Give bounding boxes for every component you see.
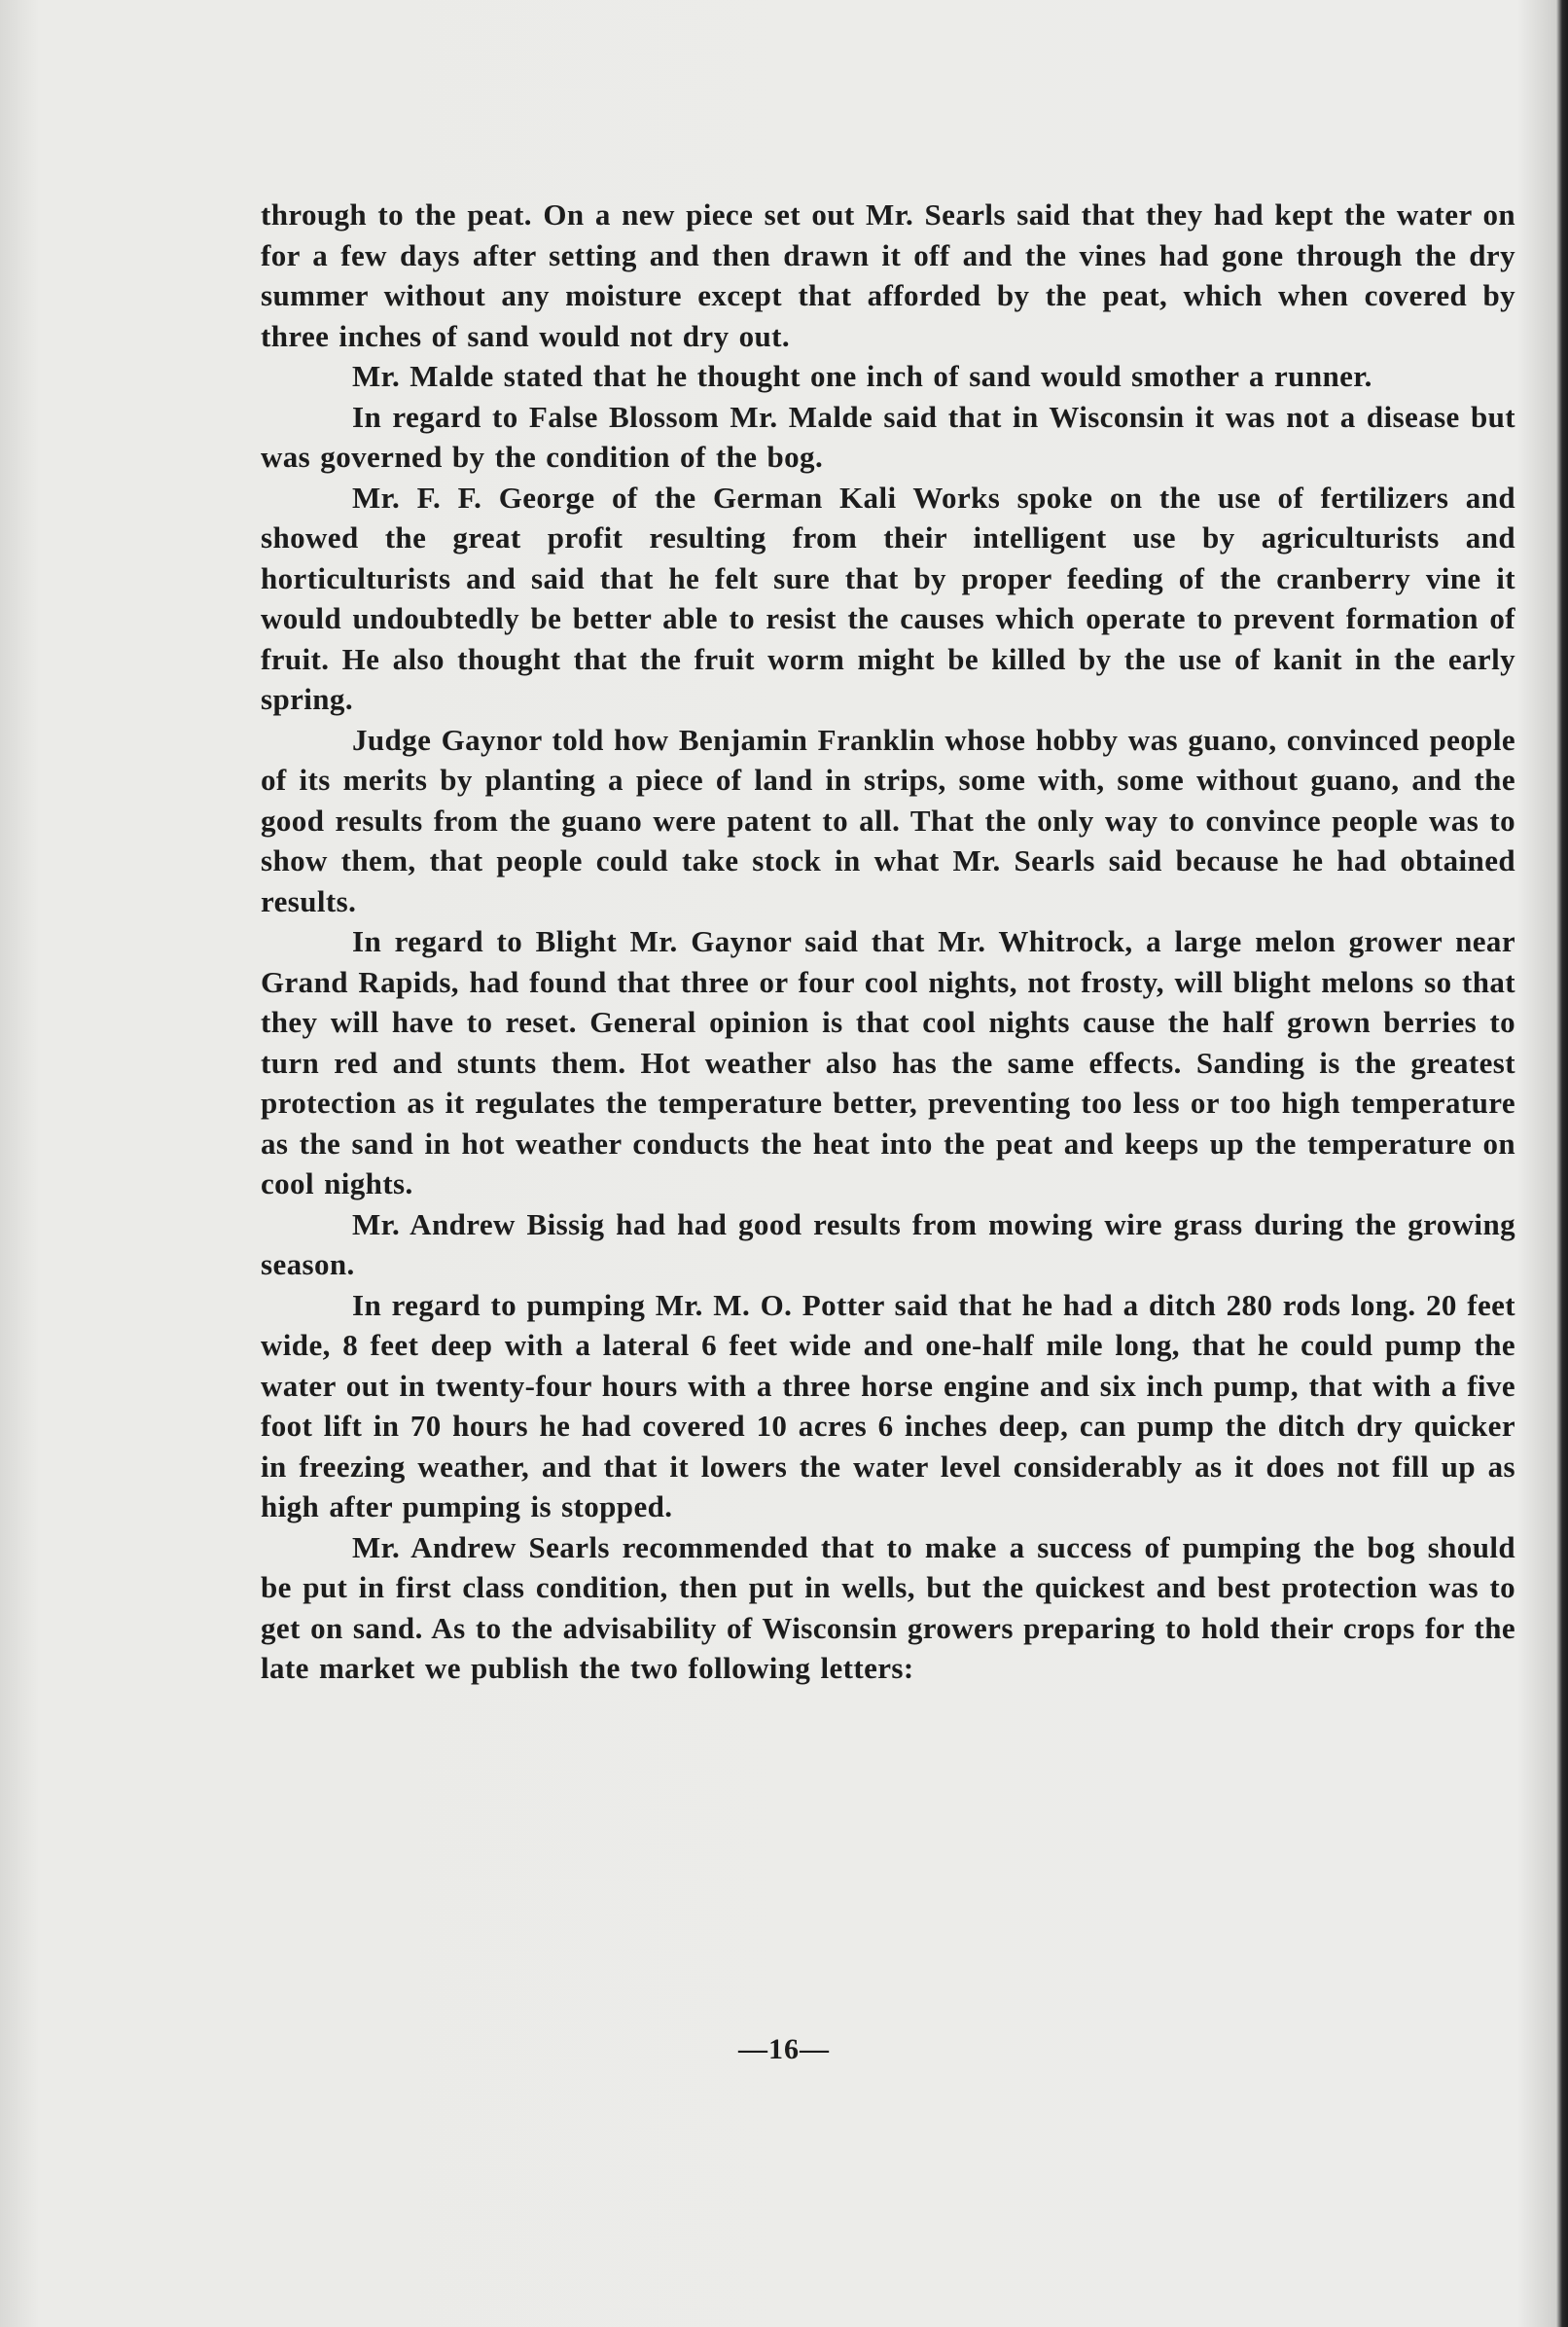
paragraph-9: Mr. Andrew Searls recommended that to make a success of pumping the bog should be put in first class condition, then put in wells, but the quickest and best protection was to get on sand. As to the advisability of Wisconsin growers preparing to hold their crops for the late market we publish the two following letters: xyxy=(261,1529,1515,1685)
paragraph-2: Mr. Malde stated that he thought one inch of sand would smother a runner. xyxy=(352,359,1372,393)
body-text xyxy=(261,195,1515,1689)
paragraph-4: Mr. F. F. George of the German Kali Works spoke on the use of fertilizers and showed the great profit resulting from their intelligent use by agriculturists and horticulturists and said that he felt sure that by proper feeding of the cranberry vine it would undoubtedly be better able to resist the causes which operate to prevent formation of fruit. He also thought that the fruit worm might be killed by the use of kanit in the early spring. xyxy=(261,480,1515,716)
paragraph-7: Mr. Andrew Bissig had had good results from mowing wire grass during the growing season. xyxy=(261,1206,1515,1281)
paragraph-3: In regard to False Blossom Mr. Malde said that in Wisconsin it was not a disease but was governed by the condition of the bog. xyxy=(261,399,1515,474)
paragraph-8: In regard to pumping Mr. M. O. Potter said that he had a ditch 280 rods long. 20 feet wide, 8 feet deep with a lateral 6 feet wide and one-half mile long, that he could pump the water out in twenty-four hours with a three horse engine and six inch pump, that with a five foot lift in 70 hours he had covered 10 acres 6 inches deep, can pump the ditch dry quicker in freezing weather, and that it lowers the water level considerably as it does not fill up as high after pumping is stopped. xyxy=(261,1287,1515,1523)
paragraph-6: In regard to Blight Mr. Gaynor said that Mr. Whitrock, a large melon grower near Grand Rapids, had found that three or four cool nights, not frosty, will blight melons so that they will have to reset. General opinion is that cool nights cause the half grown berries to turn red and stunts them. Hot weather also has the same effects. Sanding is the greatest protection as it regulates the temperature better, preventing too less or too high temperature as the sand in hot weather conducts the heat into the peat and keeps up the temperature on cool nights. xyxy=(261,924,1515,1200)
page-number: —16— xyxy=(738,2033,830,2065)
paragraph-1: through to the peat. On a new piece set out Mr. Searls said that they had kept the water on for a few days after setting and then drawn it off and the vines had gone through the dry summer without any moisture except that afforded by the peat, which when covered by three inches of sand would not dry out. xyxy=(261,197,1515,353)
paragraph-5: Judge Gaynor told how Benjamin Franklin whose hobby was guano, convinced people of its merits by planting a piece of land in strips, some with, some without guano, and the good results from the guano were patent to all. That the only way to convince people was to show them, that people could take stock in what Mr. Searls said because he had obtained results. xyxy=(261,722,1515,918)
